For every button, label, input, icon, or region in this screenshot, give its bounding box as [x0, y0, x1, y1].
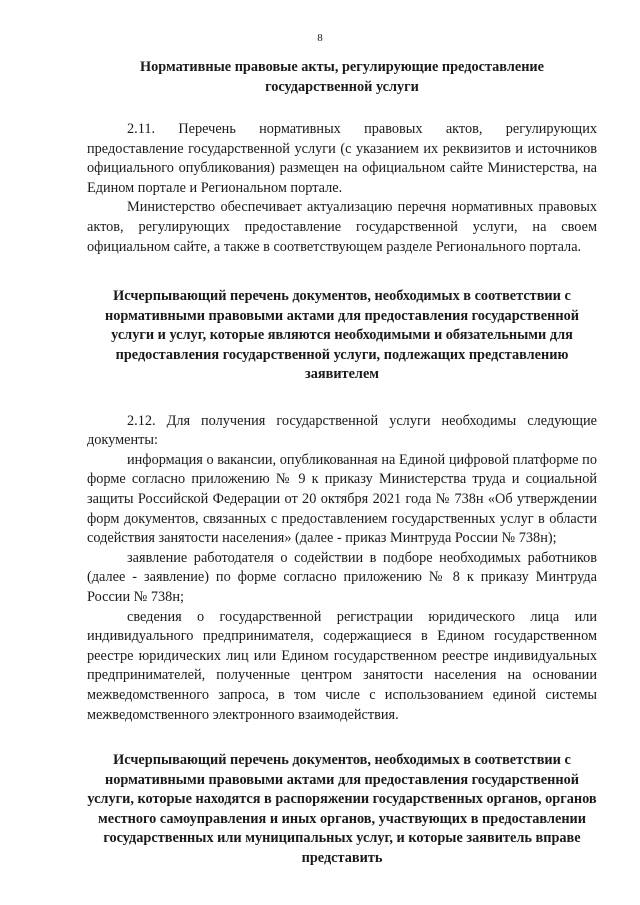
section-heading-required-documents: Исчерпывающий перечень документов, необходимых в соответствии с нормативными правовыми актами для предоставления государственной услуги и услуг, которые являются необходимыми и обязательными для предоставления государственной услуги, подлежащих представлению заявителем [105, 288, 579, 383]
document-body [87, 58, 597, 868]
paragraph-registration-info: сведения о государственной регистрации юридического лица или индивидуального предпринимателя, содержащиеся в Едином государственном реестре юридических лиц или Едином государственном реестре индивидуальных предпринимателей, полученные центром занятости населения на основании межведомственного запроса, в том числе с использованием единой системы межведомственного электронного взаимодействия. [87, 608, 597, 723]
page-number: 8 [317, 32, 323, 44]
paragraph-2-12: 2.12. Для получения государственной услуги необходимы следующие документы: [87, 412, 597, 449]
paragraph-2-11: 2.11. Перечень нормативных правовых актов, регулирующих предоставление государственной услуги (с указанием их реквизитов и источников официального опубликования) размещен на официальном сайте Министерства, на Едином портале и Региональном портале. [87, 121, 597, 196]
section-heading-interagency-documents: Исчерпывающий перечень документов, необходимых в соответствии с нормативными правовыми актами для предоставления государственной услуги, которые находятся в распоряжении государственных органов, органов местного самоуправления и иных органов, участвующих в предоставлении государственных или муниципальных услуг, и которые заявитель вправе представить [87, 752, 597, 866]
paragraph-ministry-updates: Министерство обеспечивает актуализацию перечня нормативных правовых актов, регулирующих предоставление государственной услуги, на своем официальном сайте, а также в соответствующем разделе Регионального портала. [87, 199, 597, 255]
section-heading-legal-acts: Нормативные правовые акты, регулирующие предоставление государственной услуги [139, 59, 545, 95]
paragraph-vacancy-info: информация о вакансии, опубликованная на Единой цифровой платформе по форме согласно приложению № 9 к приказу Министерства труда и социальной защиты Российской Федерации от 20 октября 2021 года № 738н «Об утверждении форм документов, связанных с предоставлением государственных услуг в области содействия занятости населения» (далее - приказ Минтруда России № 738н); [87, 451, 597, 547]
paragraph-employer-application: заявление работодателя о содействии в подборе необходимых работников (далее - заявление) по форме согласно приложению № 8 к приказу Минтруда России № 738н; [87, 549, 597, 605]
